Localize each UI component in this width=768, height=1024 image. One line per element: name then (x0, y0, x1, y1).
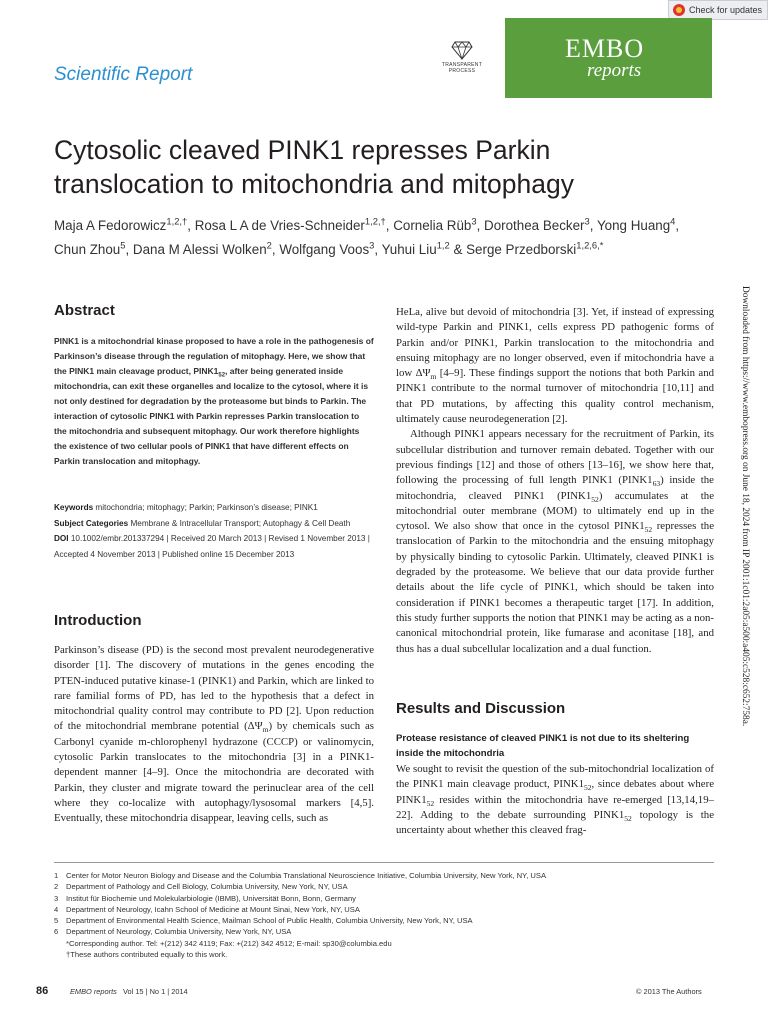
paragraph: HeLa, alive but devoid of mitochondria [3]. Yet, if instead of expressing wild-type Parkin and PINK1, cells express PD pathogenic forms of Parkin and/or PINK1, Parkin translocation to the mitochondria and ensuing mitophagy are no longer observed, even if mitochondria have a low $\Delta\Psi_m$ [4–9]. These findings support the notions that both Parkin and PINK1 contribute to the normal turnover of mitochondria [10,11] and that PD mutations, by affecting this quality control mechanism, ultimately cause neurodegeneration [2]. (396, 306, 714, 426)
affiliation-number: 3 (54, 893, 59, 903)
keywords-text: mitochondria; mitophagy; Parkin; Parkinson’s disease; PINK1 (95, 503, 318, 512)
check-for-updates-button[interactable] (668, 0, 768, 20)
affiliation-number: 5 (54, 916, 59, 926)
logo-line-2: reports (587, 60, 642, 81)
affiliation-number: 2 (54, 882, 59, 892)
journal-name: EMBO reports (70, 987, 117, 996)
article-metadata (54, 500, 374, 562)
corresponding-author: *Corresponding author. Tel: +(212) 342 4119; Fax: +(212) 342 4512; E-mail: sp30@columbia.edu (66, 938, 392, 948)
abstract-text: PINK1 is a mitochondrial kinase proposed to have a role in the pathogenesis of Parkinson’s disease through the regulation of mitophagy. Here, we show that the PINK1 main cleavage product, $PINK1_{52}$, after being generated inside mitochondria, can exit these organelles and localize to the cytosol, where it is not only destined for degradation by the proteasome but binds to Parkin. The interaction of cytosolic PINK1 with Parkin represses Parkin translocation to the mitochondria and subsequent mitophagy. Our work therefore highlights the existence of two cellular pools of PINK1 that have different effects on Parkin translocation and mitophagy. (54, 336, 374, 466)
diamond-icon (451, 40, 473, 60)
doi-label: DOI (54, 534, 69, 543)
affiliation-item (54, 904, 714, 915)
equal-contribution-note: †These authors contributed equally to this work. (66, 950, 228, 960)
download-note (738, 286, 752, 786)
introduction-text: Parkinson’s disease (PD) is the second most prevalent neurodegenerative disorder [1]. The discovery of mutations in the genes encoding the PTEN-induced putative kinase-1 (PINK1) and Parkin, which are linked to rare familial forms of PD, has led to the hypothesis that a defect in mitochondrial quality control may contribute to PD [2]. Upon reduction of the mitochondrial membrane potential $(\Delta\Psi_m)$ by chemicals such as Carbonyl cyanide m-chlorophenyl hydrazone (CCCP) or valinomycin, cytosolic Parkin translocates to the mitochondria [3] in a PINK1-dependent manner [4–9]. Once the mitochondria are decorated with Parkin, they cluster and migrate toward the perinuclear area of the cell where they co-localize with autophagy/lysosomal markers [4,5]. Eventually, these mitochondria disappear, leaving cells, such as (54, 644, 374, 825)
results-heading: Results and Discussion (396, 700, 566, 717)
crossmark-icon (673, 4, 685, 16)
subject-categories-label: Subject Categories (54, 518, 129, 528)
download-note-text: Downloaded from https://www.embopress.org on June 18, 2024 from IP 2001:1c01:2a05:a500:a405:c528:c652:758a. (740, 286, 750, 727)
affiliation-text: Institut für Biochemie und Molekularbiologie (IBMB), Universität Bonn, Bonn, Germany (66, 893, 356, 903)
affiliations (54, 870, 714, 960)
volume-info: Vol 15 | No 1 | 2014 (123, 987, 188, 996)
introduction-heading: Introduction (54, 612, 142, 629)
page-number: 86 (36, 985, 49, 997)
affiliation-text: Department of Neurology, Icahn School of Medicine at Mount Sinai, New York, NY, USA (66, 904, 360, 914)
abstract-heading: Abstract (54, 302, 115, 319)
affiliation-text: Department of Pathology and Cell Biology, Columbia University, New York, NY, USA (66, 882, 348, 892)
author-list: Maja A Fedorowicz$^{1,2,\dagger}$, Rosa L A de Vries-Schneider$^{1,2,\dagger}$, Cornelia Rüb$^3$, Dorothea Becker$^3$, Yong Huang$^4$, Chun Zhou$^5$, Dana M Alessi Wolken$^2$, Wolfgang Voos$^3$, Yuhui Liu$^{1,2}$ & Serge Przedborski$^{1,2,6,*}$ (54, 216, 680, 257)
affiliation-number: 6 (54, 927, 59, 937)
affiliation-item (54, 881, 714, 892)
affiliation-item (54, 893, 714, 904)
keywords-label: Keywords (54, 503, 94, 512)
check-updates-label: Check for updates (689, 5, 763, 15)
affiliation-item (54, 915, 714, 926)
affiliation-text: Department of Environmental Health Science, Mailman School of Public Health, Columbia University, New York, NY, USA (66, 916, 473, 926)
doi-link[interactable]: 10.1002/embr.201337294 | Received 20 March 2013 | Revised 1 November 2013 | Accepted 4 November 2013 | Published online 15 December 2013 (54, 534, 370, 559)
journal-citation (70, 987, 188, 996)
results-text: We sought to revisit the question of the sub-mitochondrial localization of the PINK1 main cleavage product, $PINK1_{52}$, since debates about where $PINK1_{52}$ resides within the mitochondria have re-emerged [13,14,19–22]. Adding to the debate surrounding $PINK1_{52}$ topology is the uncertainty about whether this cleaved frag- (396, 763, 714, 837)
transparent-process-badge (440, 40, 484, 74)
footnote-divider (54, 862, 714, 863)
results-subheading: Protease resistance of cleaved PINK1 is not due to its sheltering inside the mitochondria (396, 733, 690, 760)
affiliation-number: 1 (54, 871, 59, 880)
article-title: Cytosolic cleaved PINK1 represses Parkin translocation to mitochondria and mitophagy (54, 135, 574, 199)
affiliation-number: 4 (54, 904, 59, 914)
right-column-text (396, 305, 714, 657)
affiliation-item (54, 926, 714, 937)
transparent-process-label: TRANSPARENT PROCESS (441, 62, 483, 74)
subject-categories-text: Membrane & Intracellular Transport; Autophagy & Cell Death (130, 518, 351, 528)
affiliation-text: Center for Motor Neuron Biology and Disease and the Columbia Translational Neuroscience Initiative, Columbia University, New York, NY, USA (66, 871, 547, 880)
embo-reports-logo (505, 18, 712, 98)
paragraph: Although PINK1 appears necessary for the recruitment of Parkin, its subcellular distribution and turnover remain debated. Together with our previous findings [12] and those of others [13–16], we show here that, following the processing of full length PINK1 $(PINK1_{63})$ inside the mitochondria, cleaved PINK1 $(PINK1_{52})$ accumulates at the mitochondrial outer membrane (MOM) to ultimately end up in the cytosol. We also show that once in the cytosol $PINK1_{52}$ represses the translocation of Parkin to the mitochondria and the ensuing mitophagy by physically binding to cytosolic Parkin. Ultimately, cleaved PINK1 is degraded by the proteasome. We believe that our data provide further details about the life cycle of PINK1, which should be taken into consideration if PINK1 becomes a therapeutic target [17]. In addition, this study further supports the notion that PINK1 may be acting as a non-canonical mitochondrial protein, like fumarase and aconitase [18], and thus has a dual subcellular localization and a dual function. (396, 428, 714, 655)
journal-section-label: Scientific Report (54, 64, 193, 85)
affiliation-text: Department of Neurology, Columbia University, New York, NY, USA (66, 927, 292, 937)
copyright: © 2013 The Authors (636, 987, 702, 996)
affiliation-item (54, 870, 714, 881)
logo-line-1: EMBO (565, 34, 645, 63)
